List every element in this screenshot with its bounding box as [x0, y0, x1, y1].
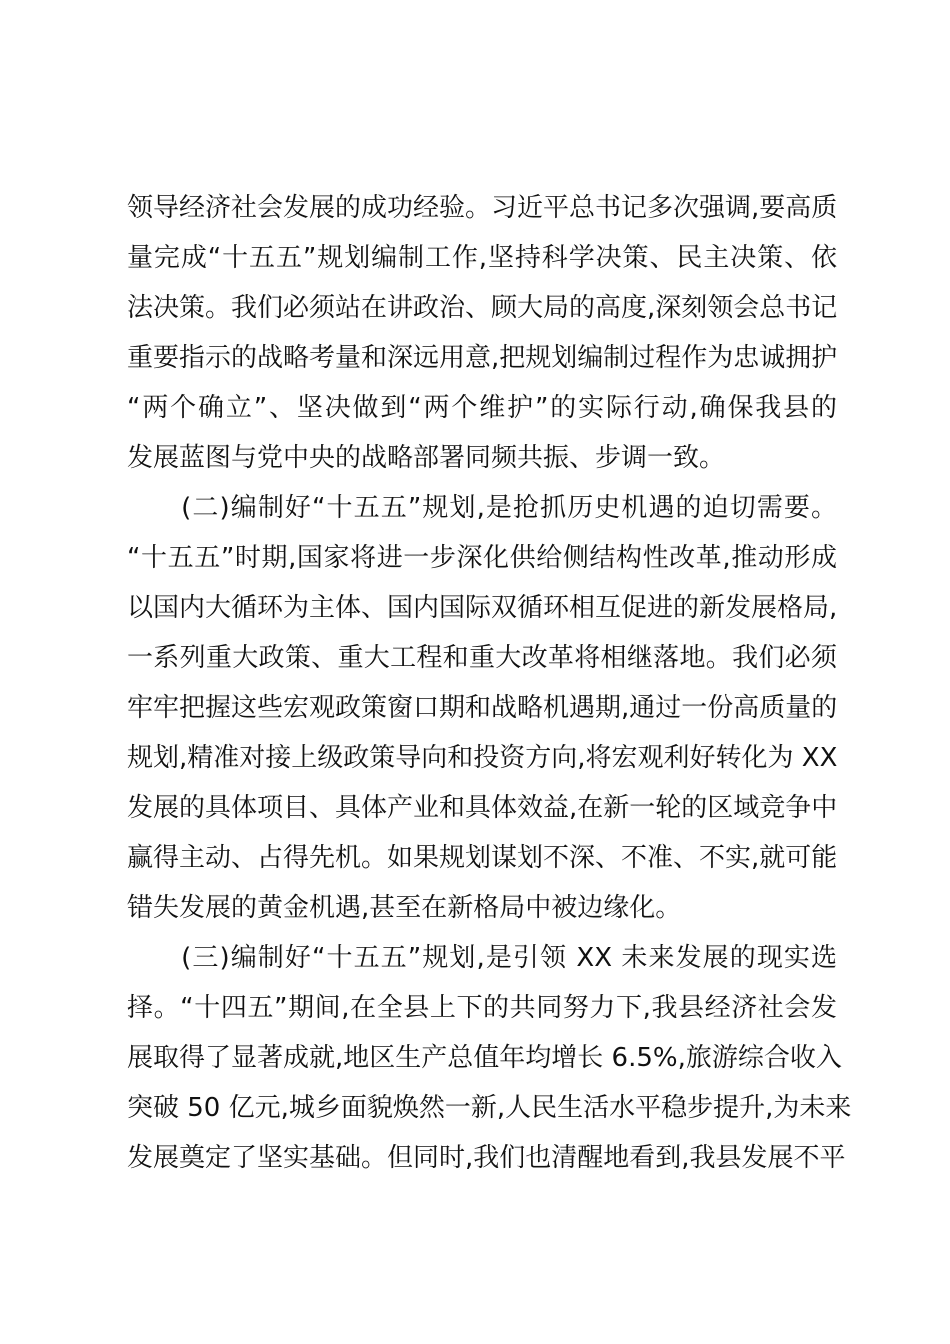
text-line: 一系列重大政策、重大工程和重大改革将相继落地。我们必须 — [127, 643, 837, 673]
paragraph-end-line: 发展蓝图与党中央的战略部署同频共振、步调一致。 — [127, 443, 726, 473]
text-line: 发展奠定了坚实基础。但同时,我们也清醒地看到,我县发展不平 — [127, 1143, 846, 1173]
text-line: “两个确立”、坚决做到“两个维护”的实际行动,确保我县的 — [127, 393, 837, 423]
text-line: 规划,精准对接上级政策导向和投资方向,将宏观利好转化为 XX — [127, 743, 838, 773]
section-heading-line: (三)编制好“十五五”规划,是引领 XX 未来发展的现实选 — [127, 943, 837, 973]
text-line: “十五五”时期,国家将进一步深化供给侧结构性改革,推动形成 — [127, 543, 837, 573]
text-line: 领导经济社会发展的成功经验。习近平总书记多次强调,要高质 — [127, 193, 838, 223]
text-line: 牢牢把握这些宏观政策窗口期和战略机遇期,通过一份高质量的 — [127, 693, 838, 723]
text-line: 以国内大循环为主体、国内国际双循环相互促进的新发展格局, — [127, 593, 838, 623]
text-line: 展取得了显著成就,地区生产总值年均增长 6.5%,旅游综合收入 — [127, 1043, 842, 1073]
text-line: 择。“十四五”期间,在全县上下的共同努力下,我县经济社会发 — [127, 993, 837, 1023]
text-line: 突破 50 亿元,城乡面貌焕然一新,人民生活水平稳步提升,为未来 — [127, 1093, 852, 1123]
text-line: 赢得主动、占得先机。如果规划谋划不深、不准、不实,就可能 — [127, 843, 838, 873]
body-text — [127, 183, 852, 1183]
paragraph-end-line: 错失发展的黄金机遇,甚至在新格局中被边缘化。 — [127, 893, 682, 923]
text-line: 量完成“十五五”规划编制工作,坚持科学决策、民主决策、依 — [127, 243, 837, 273]
text-line: 重要指示的战略考量和深远用意,把规划编制过程作为忠诚拥护 — [127, 343, 838, 373]
section-heading-line: (二)编制好“十五五”规划,是抢抓历史机遇的迫切需要。 — [127, 493, 837, 523]
text-line: 法决策。我们必须站在讲政治、顾大局的高度,深刻领会总书记 — [127, 293, 838, 323]
text-line: 发展的具体项目、具体产业和具体效益,在新一轮的区域竞争中 — [127, 793, 838, 823]
